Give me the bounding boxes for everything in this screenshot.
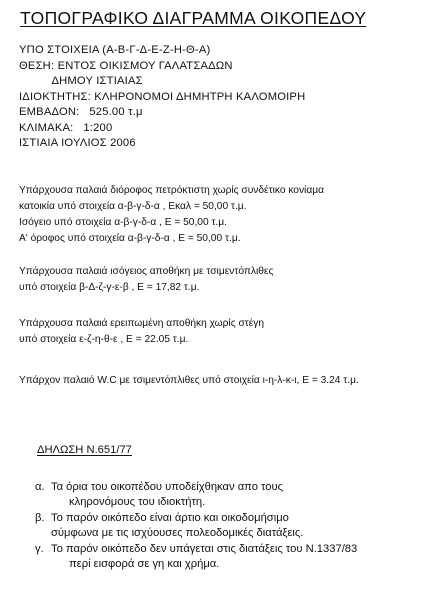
declaration-item-b <box>35 511 415 541</box>
item-line: σύμφωνα με τις ισχύουσες πολεοδομικές διατάξεις. <box>51 527 304 539</box>
section-line: υπό στοιχεία ε-ζ-η-θ-ε , Ε = 22.05 τ.μ. <box>19 334 189 345</box>
item-label: β. <box>35 512 45 524</box>
declaration-item-a <box>35 480 415 510</box>
section-wc <box>19 373 359 389</box>
declaration-item-c <box>35 542 415 572</box>
item-line: Τα όρια του οικοπέδου υποδείχθηκαν απο τους <box>51 481 284 493</box>
document-title: ΤΟΠΟΓΡΑΦΙΚΟ ΔΙΑΓΡΑΜΜΑ ΟΙΚΟΠΕΔΟΥ <box>20 8 367 28</box>
item-line: Το παρόν οικόπεδο είναι άρτιο και οικοδομήσιμο <box>51 512 289 524</box>
header-line-municipality: ΔΗΜΟΥ ΙΣΤΙΑΙΑΣ <box>19 75 143 87</box>
item-label: α. <box>35 481 45 493</box>
item-line: Το παρόν οικόπεδο δεν υπάγεται στις διατάξεις του Ν.1337/83 <box>51 543 358 555</box>
item-label: γ. <box>35 543 44 555</box>
declaration-list <box>35 480 415 572</box>
section-main-house <box>19 183 324 247</box>
item-line: περί εισφορά σε γη και χρήμα. <box>69 558 220 570</box>
section-line: Ισόγειο υπό στοιχεία α-β-γ-δ-α , Ε = 50,00 τ.μ. <box>19 217 227 228</box>
section-storage <box>19 264 273 296</box>
declaration-title: ΔΗΛΩΣΗ Ν.651/77 <box>37 444 132 456</box>
header-line-area: ΕΜΒΑΔΟΝ: 525.00 τ.μ <box>19 106 143 118</box>
header-line-owner: ΙΔΙΟΚΤΗΤΗΣ: ΚΛΗΡΟΝΟΜΟΙ ΔΗΜΗΤΡΗ ΚΑΛΟΜΟΙΡΗ <box>19 90 306 103</box>
section-line: Υπάρχουσα παλαιά διόροφος πετρόκτιστη χωρίς συνδέτικο κονίαμα <box>19 185 324 196</box>
header-line-elements: ΥΠΟ ΣΤΟΙΧΕΙΑ (Α-Β-Γ-Δ-Ε-Ζ-Η-Θ-Α) <box>19 44 211 56</box>
section-line: Υπάρχουσα παλαιά ισόγειος αποθήκη με τσιμεντόπλιθες <box>19 266 274 277</box>
section-ruined-storage <box>19 316 264 348</box>
header-line-location: ΘΕΣΗ: ΕΝΤΟΣ ΟΙΚΙΣΜΟΥ ΓΑΛΑΤΣΑΔΩΝ <box>19 59 233 72</box>
item-line: κληρονόμους του ιδιοκτήτη. <box>69 496 206 508</box>
section-line: Υπάρχον παλαιό W.C με τσιμεντόπλιθες υπό στοιχεία ι-η-λ-κ-ι, Ε = 3.24 τ.μ. <box>19 375 359 386</box>
section-line: υπό στοιχεία β-Δ-ζ-γ-ε-β , Ε = 17,82 τ.μ. <box>19 282 200 293</box>
header-block <box>19 43 305 152</box>
header-line-place-date: ΙΣΤΙΑΙΑ ΙΟΥΛΙΟΣ 2006 <box>19 137 136 149</box>
section-line: κατοικία υπό στοιχεία α-β-γ-δ-α , Εκαλ = 50,00 τ.μ. <box>19 201 247 212</box>
header-line-scale: ΚΛΙΜΑΚΑ: 1:200 <box>19 121 113 134</box>
section-line: Υπάρχουσα παλαιά ερειπωμένη αποθήκη χωρίς στέγη <box>19 318 265 329</box>
section-line: Α' όροφος υπό στοιχεία α-β-γ-δ-α , Ε = 50,00 τ.μ. <box>19 233 241 244</box>
